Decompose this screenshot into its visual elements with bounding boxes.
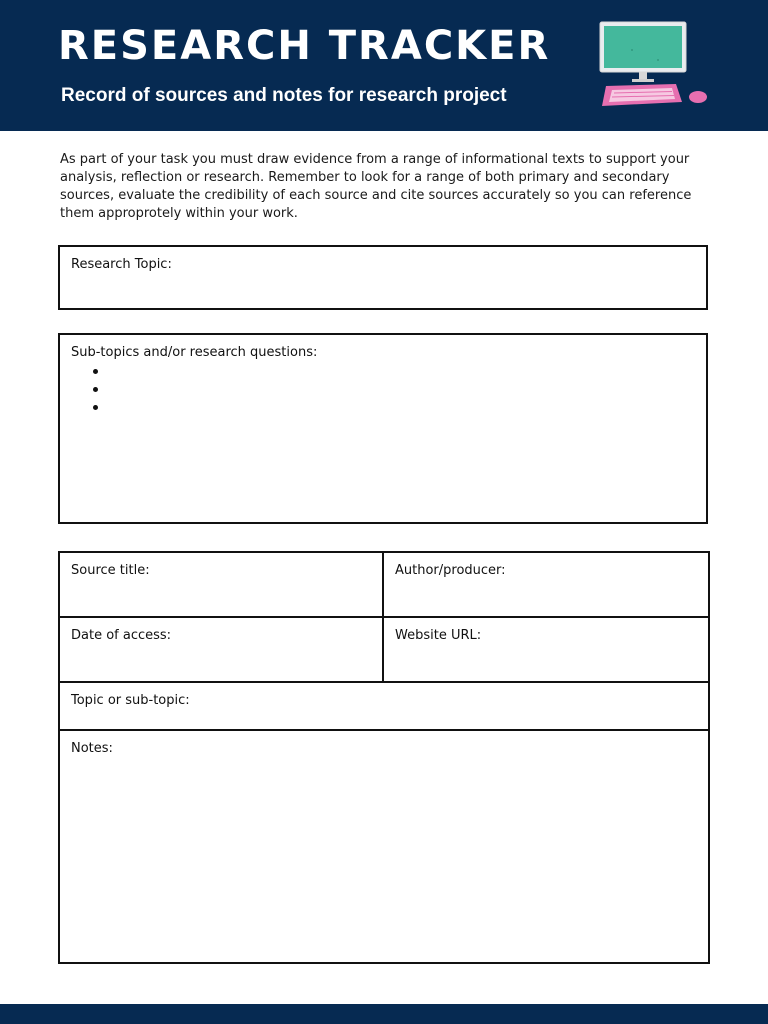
- source-title-cell[interactable]: [60, 553, 382, 617]
- website-url-label: Website URL:: [395, 628, 482, 643]
- desktop-computer-icon: [596, 20, 712, 110]
- author-producer-label: Author/producer:: [395, 563, 506, 578]
- notes-label: Notes:: [71, 741, 113, 756]
- date-of-access-cell[interactable]: [60, 618, 382, 682]
- page-title: RESEARCH TRACKER: [58, 23, 551, 69]
- footer-bar: [0, 1004, 768, 1024]
- subtopics-label: Sub-topics and/or research questions:: [71, 345, 318, 360]
- research-topic-label: Research Topic:: [71, 257, 172, 272]
- research-topic-field[interactable]: [58, 245, 708, 310]
- date-of-access-label: Date of access:: [71, 628, 172, 643]
- intro-paragraph: As part of your task you must draw evidence from a range of informational texts to support your analysis, reflection or research. Remember to look for a range of both primary and secondary sources, evaluate the credibility of each source and cite sources accurately so you can reference them approprotely within your work.: [60, 152, 692, 221]
- notes-cell[interactable]: [60, 731, 708, 962]
- author-producer-cell[interactable]: [384, 553, 708, 617]
- source-record-table: [58, 551, 710, 964]
- topic-subtopic-cell[interactable]: [60, 683, 708, 729]
- page-subtitle: Record of sources and notes for research project: [61, 85, 507, 106]
- source-title-label: Source title:: [71, 563, 150, 578]
- header-banner: [0, 0, 768, 131]
- topic-subtopic-label: Topic or sub-topic:: [71, 693, 190, 708]
- website-url-cell[interactable]: [384, 618, 708, 682]
- table-column-divider: [382, 553, 384, 682]
- subtopics-field[interactable]: [58, 333, 708, 524]
